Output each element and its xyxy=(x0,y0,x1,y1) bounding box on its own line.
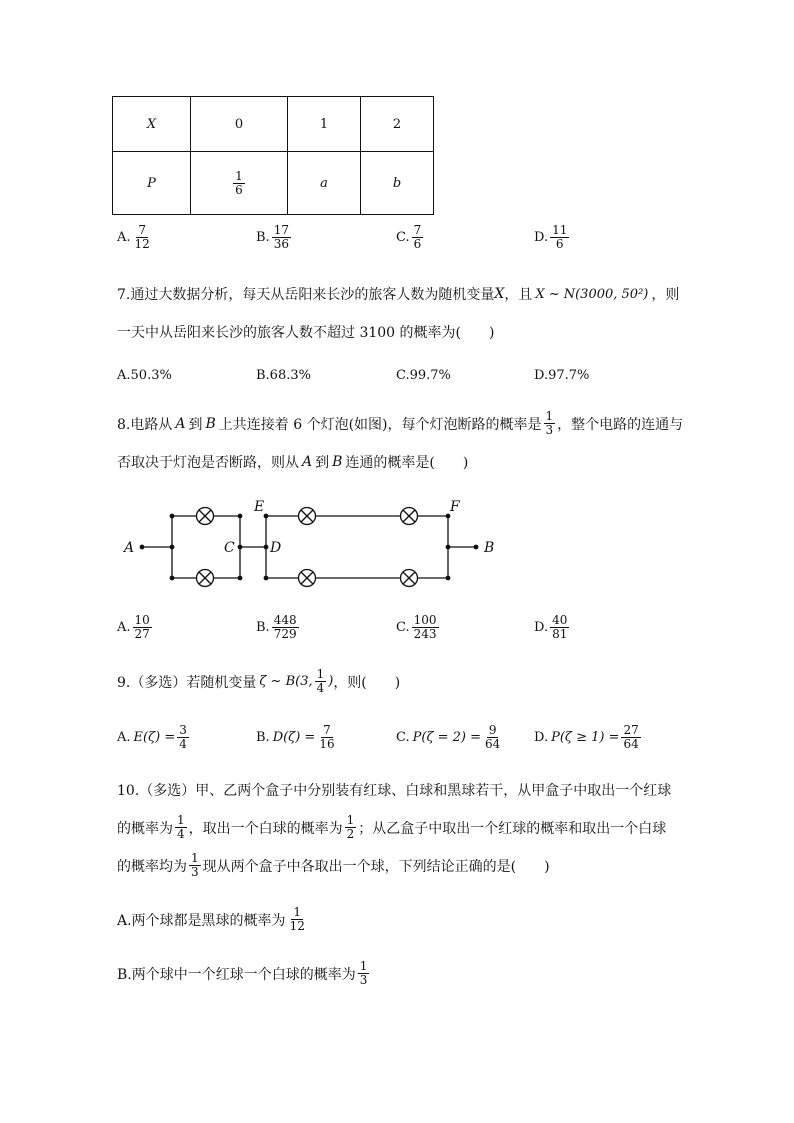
q10-stem-line3: 的概率均为 $\frac{1}{3}$ 现从两个盒子中各取出一个球，下列结论正确的是( ) xyxy=(117,851,550,879)
q6-option-b: B. $\frac{17}{36}$ xyxy=(256,223,289,251)
bulb-icon xyxy=(401,570,418,587)
node-label-b: B xyxy=(484,540,495,556)
node-label-a: A xyxy=(124,540,135,556)
q7-option-c: C.99.7% xyxy=(396,368,451,383)
q9-option-d: D. P(ζ ≥ 1) = $\frac{27}{64}$ xyxy=(534,723,639,751)
q8-option-c: C. $\frac{100}{243}$ xyxy=(396,613,437,641)
table-cell: $\frac{1}{6}$ xyxy=(191,152,288,215)
table-cell: 2 xyxy=(361,97,434,152)
node-label-c: C xyxy=(224,540,235,556)
q7-stem-line1: 7.通过大数据分析，每天从岳阳来长沙的旅客人数为随机变量 X ，且 X ~ N(3000, 50²) ，则 xyxy=(117,286,680,303)
node-label-f: F xyxy=(450,499,460,515)
q7-stem-line2: 一天中从岳阳来长沙的旅客人数不超过 3100 的概率为( ) xyxy=(117,325,495,341)
node-label-e: E xyxy=(254,499,265,515)
q6-option-a: A. $\frac{7}{12}$ xyxy=(117,223,150,251)
table-cell: 0 xyxy=(191,97,288,152)
q10-stem-line2: 的概率为 $\frac{1}{4}$ ，取出一个白球的概率为 $\frac{1}{2}$ ；从乙盒子中取出一个红球的概率和取出一个白球 xyxy=(117,813,667,841)
q8-option-d: D. $\frac{40}{81}$ xyxy=(534,613,568,641)
q7-option-d: D.97.7% xyxy=(534,368,590,383)
q10-option-b: B.两个球中一个红球一个白球的概率为 $\frac{1}{3}$ xyxy=(117,959,368,987)
q8-option-a: A. $\frac{10}{27}$ xyxy=(117,613,150,641)
bulb-icon xyxy=(401,508,418,525)
q6-option-c: C. $\frac{7}{6}$ xyxy=(396,223,422,251)
q8-stem-line2: 否取决于灯泡是否断路，则从 A 到 B 连通的概率是( ) xyxy=(117,454,469,471)
q10-stem-line1: 10.（多选）甲、乙两个盒子中分别装有红球、白球和黑球若干，从甲盒子中取出一个红球 xyxy=(117,783,672,799)
table-cell: 1 xyxy=(288,97,361,152)
node-label-d: D xyxy=(270,540,282,556)
bulb-icon xyxy=(197,508,214,525)
bulb-icon xyxy=(299,508,316,525)
q9-stem: 9.（多选）若随机变量 ζ ~ B(3, $\frac{1}{4}$ ) ，则( ) xyxy=(117,667,401,695)
bulb-icon xyxy=(299,570,316,587)
q6-option-d: D. $\frac{11}{6}$ xyxy=(534,223,568,251)
q7-option-b: B.68.3% xyxy=(256,368,311,383)
q8-option-b: B. $\frac{448}{729}$ xyxy=(256,613,297,641)
table-header-p: P xyxy=(113,152,191,215)
q9-option-c: C. P(ζ = 2) = $\frac{9}{64}$ xyxy=(396,723,501,751)
q9-option-b: B. D(ζ) = $\frac{7}{16}$ xyxy=(256,723,335,751)
table-cell: b xyxy=(361,152,434,215)
q10-option-a: A.两个球都是黑球的概率为 $\frac{1}{12}$ xyxy=(117,905,305,933)
q7-option-a: A.50.3% xyxy=(117,368,172,383)
table-header-x: X xyxy=(113,97,191,152)
q9-option-a: A. E(ζ) = $\frac{3}{4}$ xyxy=(117,723,187,751)
bulb-icon xyxy=(197,570,214,587)
table-cell: a xyxy=(288,152,361,215)
q8-stem-line1: 8.电路从 A 到 B 上共连接着 6 个灯泡(如图)，每个灯泡断路的概率是 $\frac{1}{3}$ ，整个电路的连通与 xyxy=(117,409,684,437)
